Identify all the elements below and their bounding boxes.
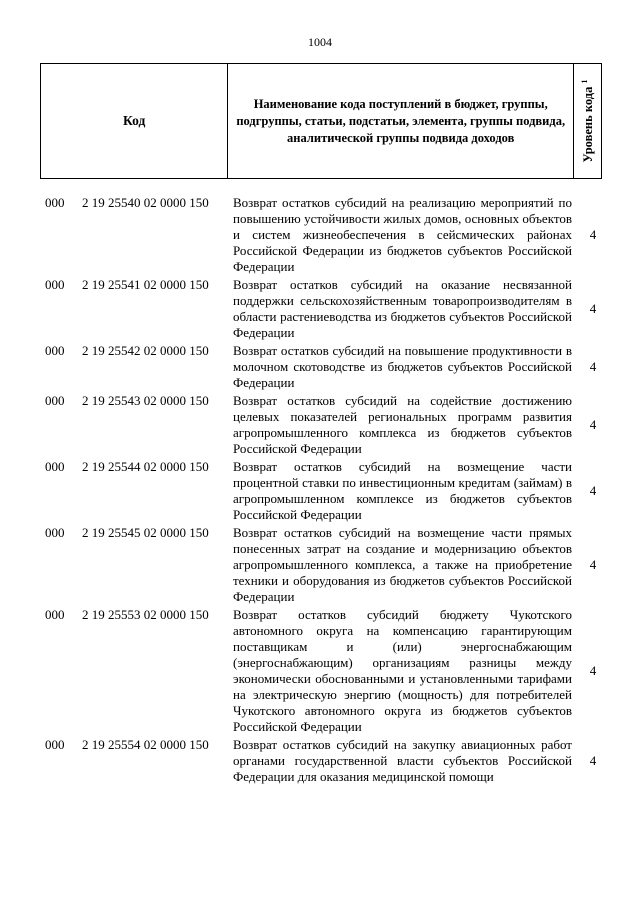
revenue-code: 2 19 25543 02 0000 150 bbox=[82, 393, 209, 408]
table-row bbox=[0, 393, 640, 457]
code-level: 4 bbox=[589, 483, 597, 498]
table-header bbox=[40, 63, 602, 179]
table-body bbox=[0, 195, 640, 787]
table-row bbox=[0, 343, 640, 391]
code-level: 4 bbox=[589, 359, 597, 374]
revenue-name: Возврат остатков субсидий на закупку авиационных работ органами государственной власти субъектов Российской Федерации для оказания медицинской помощи bbox=[233, 737, 572, 784]
admin-code: 000 bbox=[45, 195, 65, 210]
header-level-label bbox=[579, 80, 595, 163]
revenue-name: Возврат остатков субсидий бюджету Чукотского автономного округа на компенсацию гарантирующим поставщикам и (или) энергоснабжающим (энергоснабжающим) организациям разницы между экономически обоснованными и установленными тарифами на электрическую энергию (мощность) для потребителей Чукотского автономного округа из бюджетов субъектов Российской Федерации bbox=[233, 607, 572, 734]
revenue-code: 2 19 25545 02 0000 150 bbox=[82, 525, 209, 540]
revenue-name: Возврат остатков субсидий на содействие достижению целевых показателей региональных программ развития агропромышленного комплекса из бюджетов субъектов Российской Федерации bbox=[233, 393, 572, 456]
admin-code: 000 bbox=[45, 459, 65, 474]
revenue-name: Возврат остатков субсидий на оказание несвязанной поддержки сельскохозяйственным товаропроизводителям в области растениеводства из бюджетов субъектов Российской Федерации bbox=[233, 277, 572, 340]
header-name: Наименование кода поступлений в бюджет, группы, подгруппы, статьи, подстатьи, элемента, группы подвида, аналитической группы подвида доходов bbox=[228, 64, 574, 178]
admin-code: 000 bbox=[45, 737, 65, 752]
code-level: 4 bbox=[589, 417, 597, 432]
revenue-code: 2 19 25541 02 0000 150 bbox=[82, 277, 209, 292]
revenue-name: Возврат остатков субсидий на возмещение части процентной ставки по инвестиционным кредитам (займам) в агропромышленном комплексе из бюджетов субъектов Российской Федерации bbox=[233, 459, 572, 522]
revenue-name: Возврат остатков субсидий на возмещение части прямых понесенных затрат на создание и модернизацию объектов агропромышленного комплекса, а также на приобретение техники и оборудования из бюджетов субъектов Российской Федерации bbox=[233, 525, 572, 604]
admin-code: 000 bbox=[45, 607, 65, 622]
header-level-footnote: 1 bbox=[579, 79, 589, 84]
revenue-name: Возврат остатков субсидий на реализацию мероприятий по повышению устойчивости жилых домов, основных объектов и систем жизнеобеспечения в сейсмических районах Российской Федерации из бюджетов субъектов Российской Федерации bbox=[233, 195, 572, 274]
revenue-code: 2 19 25540 02 0000 150 bbox=[82, 195, 209, 210]
admin-code: 000 bbox=[45, 343, 65, 358]
table-row bbox=[0, 195, 640, 275]
code-level: 4 bbox=[589, 663, 597, 678]
revenue-code: 2 19 25542 02 0000 150 bbox=[82, 343, 209, 358]
header-code: Код bbox=[41, 64, 228, 178]
table-row bbox=[0, 525, 640, 605]
header-level bbox=[574, 64, 601, 178]
admin-code: 000 bbox=[45, 277, 65, 292]
table-row bbox=[0, 607, 640, 735]
revenue-code: 2 19 25554 02 0000 150 bbox=[82, 737, 209, 752]
admin-code: 000 bbox=[45, 393, 65, 408]
revenue-code: 2 19 25553 02 0000 150 bbox=[82, 607, 209, 622]
page-number: 1004 bbox=[308, 35, 332, 49]
table-row bbox=[0, 277, 640, 341]
code-level: 4 bbox=[589, 227, 597, 242]
revenue-code: 2 19 25544 02 0000 150 bbox=[82, 459, 209, 474]
code-level: 4 bbox=[589, 301, 597, 316]
code-level: 4 bbox=[589, 557, 597, 572]
table-row bbox=[0, 459, 640, 523]
admin-code: 000 bbox=[45, 525, 65, 540]
table-row bbox=[0, 737, 640, 785]
header-level-text: Уровень кода bbox=[580, 86, 595, 163]
revenue-name: Возврат остатков субсидий на повышение продуктивности в молочном скотоводстве из бюджетов субъектов Российской Федерации bbox=[233, 343, 572, 390]
code-level: 4 bbox=[589, 753, 597, 768]
